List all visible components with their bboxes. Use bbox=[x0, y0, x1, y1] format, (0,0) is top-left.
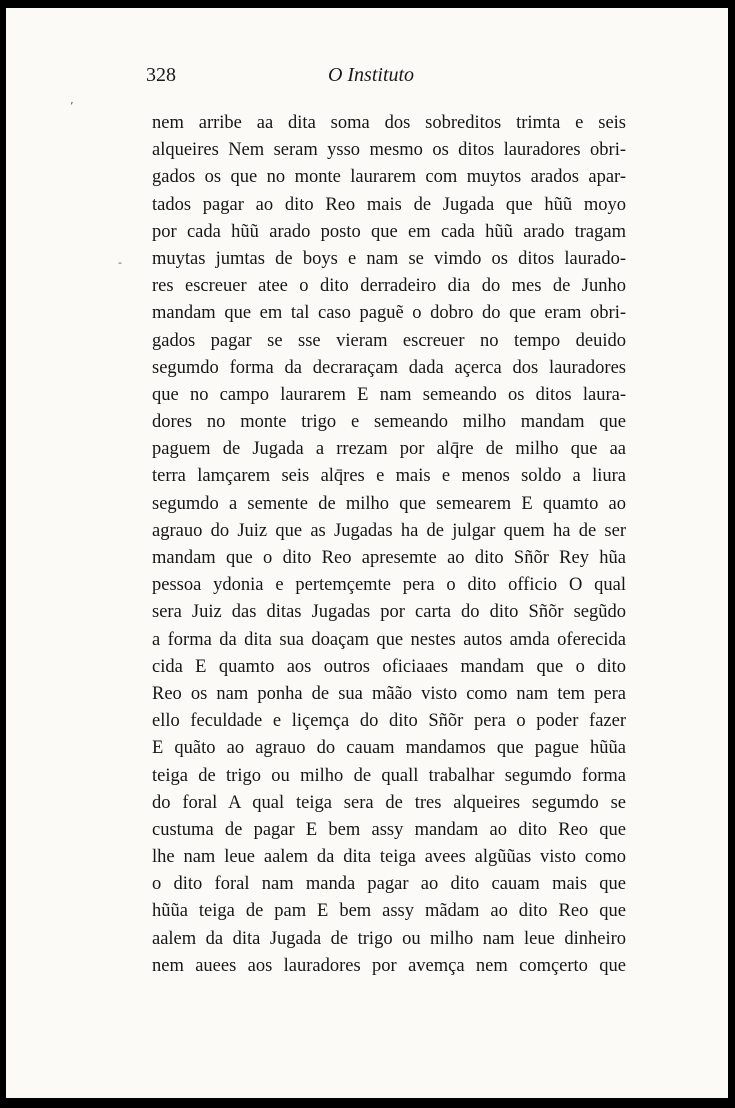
text-line: nem arribe aa dita soma dos sobreditos trimta e seis bbox=[152, 113, 626, 133]
journal-title: O Instituto bbox=[327, 64, 415, 86]
text-line: que no campo laurarem E nam semeando os ditos laura- bbox=[152, 384, 626, 405]
text-line: lhe nam leue aalem da dita teiga avees algũũas visto como bbox=[152, 847, 626, 868]
text-line: dores no monte trigo e semeando milho mandam que bbox=[152, 412, 626, 433]
text-line: res escreuer atee o dito derradeiro dia do mes de Junho bbox=[152, 276, 626, 297]
text-line: nem auees aos lauradores por avemça nem comçerto que bbox=[152, 955, 626, 976]
text-line: a forma da dita sua doaçam que nestes autos amda oferecida bbox=[152, 629, 626, 650]
book-page bbox=[6, 8, 728, 1098]
text-line: hũũa teiga de pam E bem assy mãdam ao dito Reo que bbox=[152, 901, 626, 922]
text-line: segumdo forma da decraraçam dada açerca dos lauradores bbox=[152, 357, 626, 378]
text-line: aalem da dita Jugada de trigo ou milho nam leue dinheiro bbox=[152, 928, 626, 949]
page-number: 328 bbox=[146, 64, 176, 86]
text-line: mandam que o dito Reo apresemte ao dito Sñõr Rey hũa bbox=[152, 548, 626, 568]
text-line: alqueires Nem seram ysso mesmo os ditos lauradores obri- bbox=[152, 140, 626, 161]
margin-dash: - bbox=[118, 256, 122, 269]
text-line: o dito foral nam manda pagar ao dito cauam mais que bbox=[152, 874, 626, 895]
text-line: mandam que em tal caso paguẽ o dobro do que eram obri- bbox=[152, 303, 626, 324]
text-line: gados pagar se sse vieram escreuer no tempo deuido bbox=[152, 330, 626, 351]
text-line: por cada hũũ arado posto que em cada hũũ arado tragam bbox=[152, 221, 626, 242]
text-line: tados pagar ao dito Reo mais de Jugada que hũũ moyo bbox=[152, 194, 626, 215]
text-line: Reo os nam ponha de sua mããо visto como nam tem pera bbox=[152, 683, 626, 704]
text-line: agrauo do Juiz que as Jugadas ha de julgar quem ha de ser bbox=[152, 520, 626, 541]
text-line: pessoa ydonia e pertemçemte pera o dito officio O qual bbox=[152, 575, 626, 596]
text-line: E quãto ao agrauo do cauam mandamos que pague hũũa bbox=[152, 738, 626, 759]
text-line: gados os que no monte laurarem com muytos arados apar- bbox=[152, 167, 626, 188]
text-line: ello feculdade e liçemça do dito Sñõr pera o poder fazer bbox=[152, 711, 626, 732]
text-line: sera Juiz das ditas Jugadas por carta do dito Sñõr segũdo bbox=[152, 602, 626, 623]
text-line: muytas jumtas de boys e nam se vimdo os ditos laurado- bbox=[152, 248, 626, 269]
text-line: teiga de trigo ou milho de quall trabalhar segumdo forma bbox=[152, 765, 626, 786]
text-line: cida E quamto aos outros oficiaaes mandam que o dito bbox=[152, 656, 626, 677]
text-line: segumdo a semente de milho que semearem E quamto ao bbox=[152, 493, 626, 514]
body-text bbox=[152, 110, 626, 980]
text-line: paguem de Jugada a rrezam por alq̄re de milho que aa bbox=[152, 439, 626, 460]
running-head bbox=[6, 64, 728, 94]
margin-speck: ʼ bbox=[70, 100, 74, 113]
text-line: terra lamçarem seis alq̄res e mais e menos soldo a liura bbox=[152, 466, 626, 487]
text-line: custuma de pagar E bem assy mandam ao dito Reo que bbox=[152, 819, 626, 840]
text-line: do foral A qual teiga sera de tres alqueires segumdo se bbox=[152, 792, 626, 813]
